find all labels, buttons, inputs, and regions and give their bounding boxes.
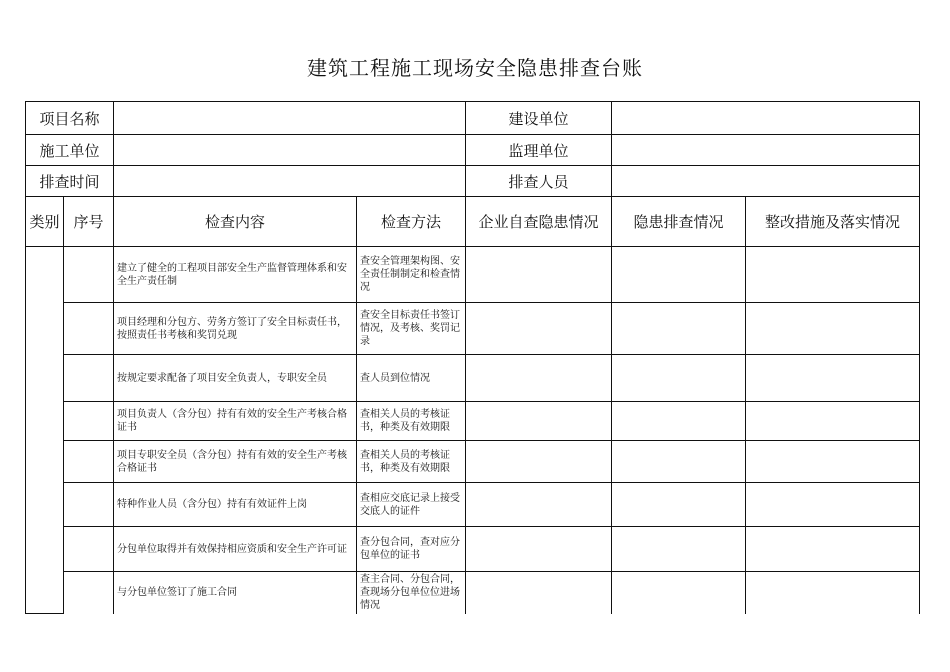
check-content-cell: 建立了健全的工程项目部安全生产监督管理体系和安全生产责任制 <box>114 247 357 303</box>
check-method-cell: 查相关人员的考核证书，种类及有效期限 <box>357 441 466 483</box>
seq-cell[interactable] <box>64 527 114 572</box>
column-header-row <box>26 197 920 247</box>
check-content-cell: 与分包单位签订了施工合同 <box>114 572 357 614</box>
col-header-category: 类别 <box>26 197 64 247</box>
check-content-cell: 项目经理和分包方、劳务方签订了安全目标责任书，按照责任书考核和奖罚兑现 <box>114 303 357 355</box>
page-title: 建筑工程施工现场安全隐患排查台账 <box>307 56 643 80</box>
seq-cell[interactable] <box>64 441 114 483</box>
hazard-check-cell[interactable] <box>612 247 746 303</box>
rectification-cell[interactable] <box>746 247 920 303</box>
col-header-self-check: 企业自查隐患情况 <box>466 197 612 247</box>
check-method-cell: 查人员到位情况 <box>357 355 466 402</box>
rectification-cell[interactable] <box>746 483 920 527</box>
check-method-cell: 查相关人员的考核证书，种类及有效期限 <box>357 402 466 441</box>
rectification-cell[interactable] <box>746 355 920 402</box>
check-method-cell: 查安全管理架构图、安全责任制制定和检查情况 <box>357 247 466 303</box>
project-name-label: 项目名称 <box>26 102 114 135</box>
self-check-cell[interactable] <box>466 572 612 614</box>
table-row <box>26 572 920 614</box>
seq-cell[interactable] <box>64 402 114 441</box>
rectification-cell[interactable] <box>746 441 920 483</box>
hazard-check-cell[interactable] <box>612 402 746 441</box>
hazard-ledger-table <box>25 101 920 614</box>
check-content-cell: 特种作业人员（含分包）持有有效证件上岗 <box>114 483 357 527</box>
check-time-cell[interactable] <box>114 166 466 197</box>
col-header-method: 检查方法 <box>357 197 466 247</box>
supervision-unit-label: 监理单位 <box>466 135 612 166</box>
table-row <box>26 355 920 402</box>
table-row <box>26 247 920 303</box>
self-check-cell[interactable] <box>466 355 612 402</box>
hazard-check-cell[interactable] <box>612 572 746 614</box>
self-check-cell[interactable] <box>466 483 612 527</box>
supervision-unit-cell[interactable] <box>612 135 920 166</box>
rectification-cell[interactable] <box>746 402 920 441</box>
rectification-cell[interactable] <box>746 303 920 355</box>
info-row-construction <box>26 135 920 166</box>
check-method-cell: 查相应交底记录上接受交底人的证件 <box>357 483 466 527</box>
seq-cell[interactable] <box>64 572 114 614</box>
seq-cell[interactable] <box>64 247 114 303</box>
table-row <box>26 402 920 441</box>
col-header-rectification: 整改措施及落实情况 <box>746 197 920 247</box>
table-row <box>26 483 920 527</box>
self-check-cell[interactable] <box>466 247 612 303</box>
check-method-cell: 查主合同、分包合同，查现场分包单位位进场情况 <box>357 572 466 614</box>
info-row-project <box>26 102 920 135</box>
construction-unit-cell[interactable] <box>114 135 466 166</box>
col-header-hazard-check: 隐患排查情况 <box>612 197 746 247</box>
project-name-cell[interactable] <box>114 102 466 135</box>
category-cell[interactable] <box>26 247 64 614</box>
build-unit-label: 建设单位 <box>466 102 612 135</box>
col-header-content: 检查内容 <box>114 197 357 247</box>
self-check-cell[interactable] <box>466 441 612 483</box>
check-content-cell: 项目负责人（含分包）持有有效的安全生产考核合格证书 <box>114 402 357 441</box>
inspector-label: 排查人员 <box>466 166 612 197</box>
self-check-cell[interactable] <box>466 303 612 355</box>
self-check-cell[interactable] <box>466 402 612 441</box>
seq-cell[interactable] <box>64 303 114 355</box>
check-content-cell: 分包单位取得并有效保持相应资质和安全生产许可证 <box>114 527 357 572</box>
hazard-check-cell[interactable] <box>612 441 746 483</box>
check-method-cell: 查安全目标责任书签订情况，及考核、奖罚记录 <box>357 303 466 355</box>
check-content-cell: 项目专职安全员（含分包）持有有效的安全生产考核合格证书 <box>114 441 357 483</box>
table-row <box>26 527 920 572</box>
hazard-check-cell[interactable] <box>612 527 746 572</box>
hazard-check-cell[interactable] <box>612 355 746 402</box>
seq-cell[interactable] <box>64 483 114 527</box>
build-unit-cell[interactable] <box>612 102 920 135</box>
construction-unit-label: 施工单位 <box>26 135 114 166</box>
rectification-cell[interactable] <box>746 527 920 572</box>
seq-cell[interactable] <box>64 355 114 402</box>
info-row-check-time <box>26 166 920 197</box>
check-time-label: 排查时间 <box>26 166 114 197</box>
table-row <box>26 303 920 355</box>
col-header-seq: 序号 <box>64 197 114 247</box>
table-row <box>26 441 920 483</box>
hazard-check-cell[interactable] <box>612 303 746 355</box>
check-content-cell: 按规定要求配备了项目安全负责人，专职安全员 <box>114 355 357 402</box>
inspector-cell[interactable] <box>612 166 920 197</box>
rectification-cell[interactable] <box>746 572 920 614</box>
check-method-cell: 查分包合同，查对应分包单位的证书 <box>357 527 466 572</box>
hazard-check-cell[interactable] <box>612 483 746 527</box>
self-check-cell[interactable] <box>466 527 612 572</box>
